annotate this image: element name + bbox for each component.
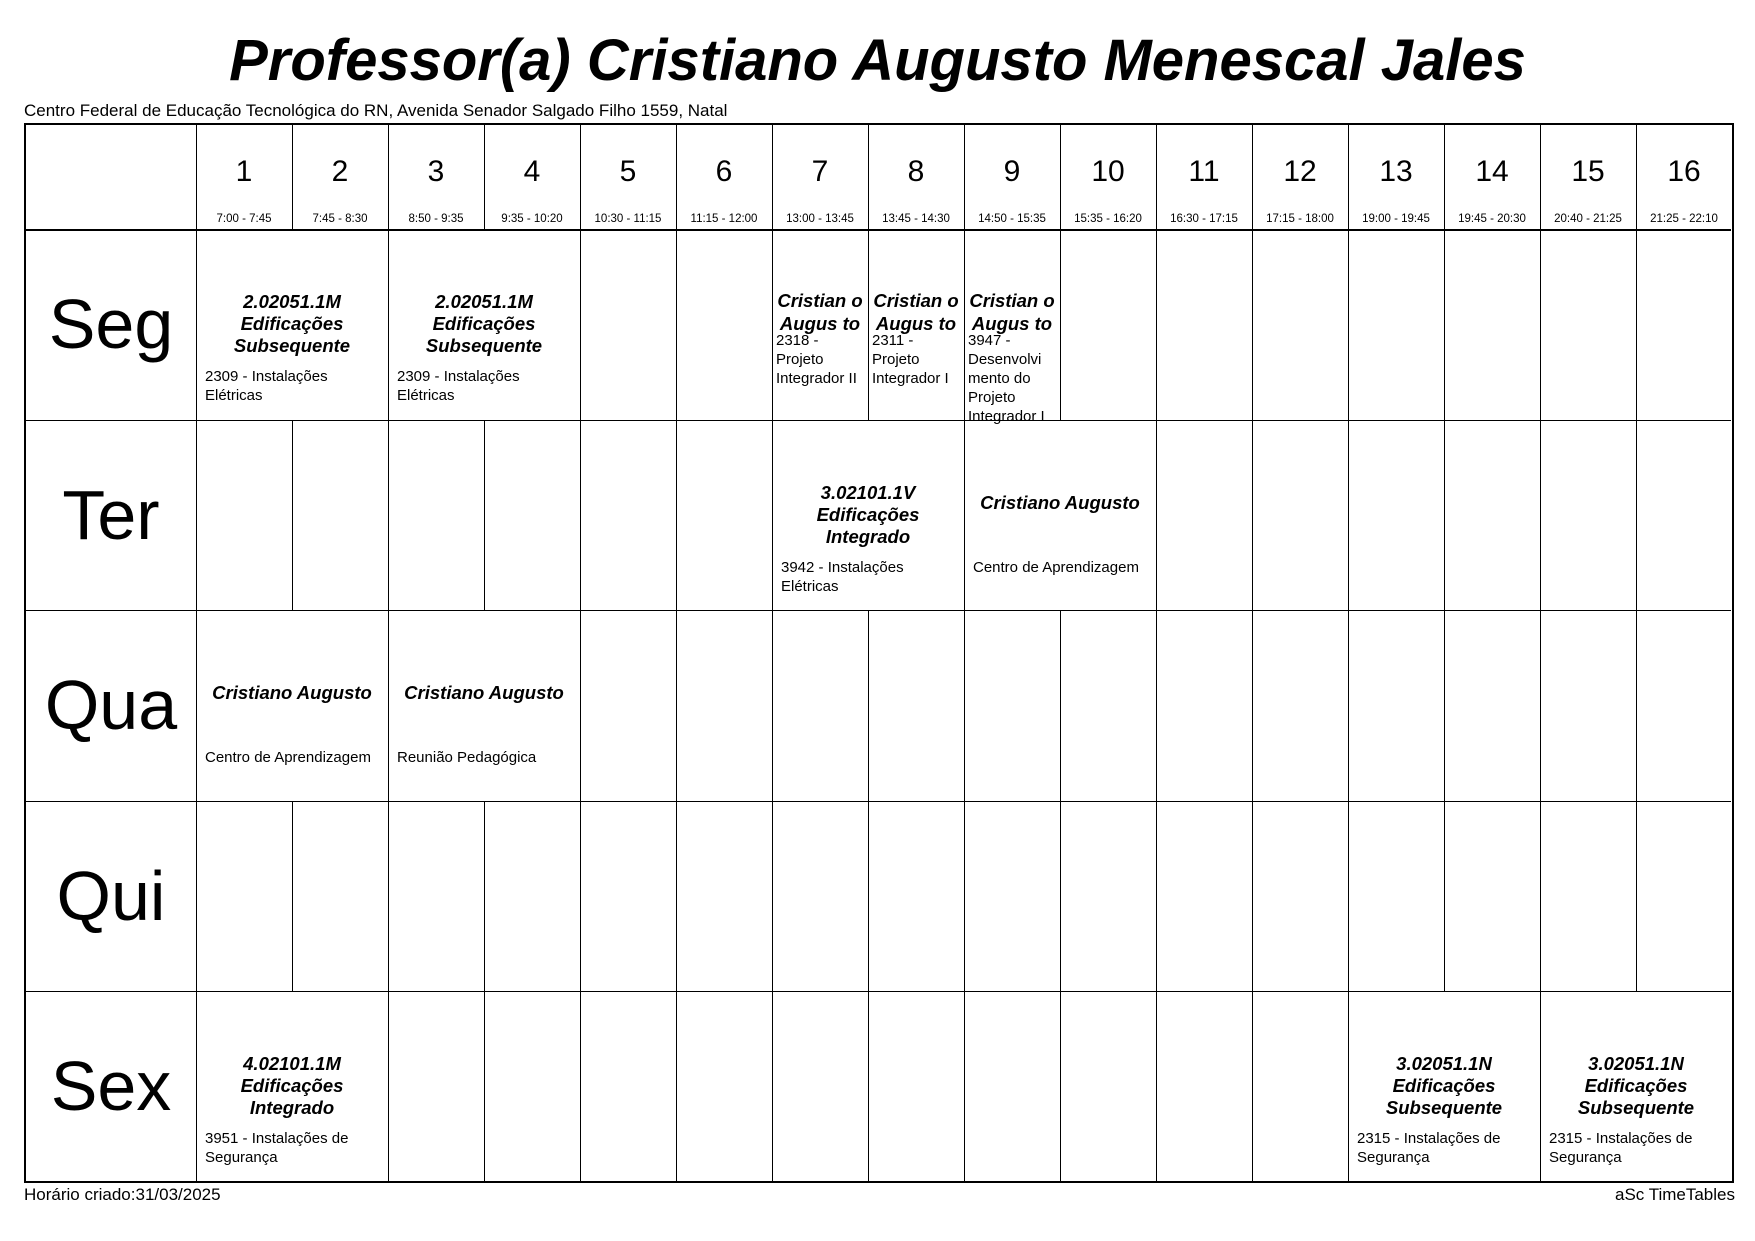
period-number: 7: [811, 155, 829, 188]
column-divider: [772, 801, 773, 992]
column-divider: [1444, 801, 1445, 992]
lesson-title: 3.02051.1N Edificações Subsequente: [1385, 1053, 1503, 1118]
lesson-card: [1540, 991, 1732, 1182]
period-time: 7:00 - 7:45: [216, 213, 272, 225]
period-time: 17:15 - 18:00: [1266, 213, 1334, 225]
column-divider: [580, 125, 581, 229]
column-divider: [1060, 125, 1061, 229]
period-time: 11:15 - 12:00: [690, 213, 758, 225]
lesson-card: [196, 991, 388, 1182]
period-number: 15: [1571, 155, 1605, 188]
lesson-title: Cristiano Augusto: [404, 682, 564, 703]
lesson-card: [868, 229, 964, 420]
column-divider: [1540, 229, 1541, 420]
timetable-grid: [24, 123, 1734, 1183]
period-number: 14: [1475, 155, 1509, 188]
lesson-room: 2311 - Projeto Integrador I: [872, 332, 949, 387]
column-divider: [676, 610, 677, 801]
lesson-room: 3942 - Instalações Elétricas: [781, 558, 904, 595]
column-divider: [1636, 229, 1637, 420]
period-number: 2: [331, 155, 349, 188]
column-divider: [1444, 229, 1445, 420]
lesson-room: Centro de Aprendizagem: [973, 558, 1139, 576]
period-number: 13: [1379, 155, 1413, 188]
column-divider: [1252, 420, 1253, 611]
column-divider: [1156, 229, 1157, 420]
lesson-room: 2315 - Instalações de Segurança: [1549, 1130, 1693, 1166]
day-label: Seg: [48, 285, 174, 364]
column-divider: [292, 801, 293, 992]
lesson-room: 2309 - Instalações Elétricas: [205, 368, 328, 404]
column-divider: [964, 991, 965, 1182]
period-number: 9: [1003, 155, 1021, 188]
column-divider: [868, 125, 869, 229]
column-divider: [1540, 125, 1541, 229]
generator-label: aSc TimeTables: [1615, 1185, 1735, 1204]
lesson-title: Cristian o Augus to: [969, 290, 1055, 334]
lesson-card: [196, 610, 388, 801]
column-divider: [1636, 125, 1637, 229]
lesson-room: Reunião Pedagógica: [397, 749, 537, 766]
lesson-card: [388, 610, 580, 801]
column-divider: [964, 125, 965, 229]
column-divider: [1252, 610, 1253, 801]
lesson-card: [772, 229, 868, 420]
lesson-title: 2.02051.1M Edificações Subsequente: [233, 291, 351, 356]
column-divider: [580, 610, 581, 801]
lesson-card: [964, 229, 1060, 425]
column-divider: [1156, 801, 1157, 992]
column-divider: [1348, 801, 1349, 992]
day-label: Qua: [44, 666, 178, 745]
day-label: Sex: [50, 1047, 172, 1126]
period-number: 16: [1667, 155, 1701, 188]
period-number: 11: [1188, 155, 1220, 188]
lesson-title: Cristiano Augusto: [980, 491, 1140, 513]
lesson-room: 2318 - Projeto Integrador II: [776, 332, 857, 387]
created-date: Horário criado:31/03/2025: [24, 1185, 221, 1204]
lesson-title: Cristian o Augus to: [873, 290, 959, 334]
lesson-room: 2309 - Instalações Elétricas: [397, 368, 520, 404]
column-divider: [1060, 801, 1061, 992]
period-time: 15:35 - 16:20: [1074, 213, 1142, 225]
column-divider: [1636, 801, 1637, 992]
column-divider: [1348, 125, 1349, 229]
column-divider: [484, 125, 485, 229]
column-divider: [772, 991, 773, 1182]
column-divider: [580, 801, 581, 992]
column-divider: [1444, 610, 1445, 801]
column-divider: [676, 229, 677, 420]
lesson-title: Cristiano Augusto: [212, 682, 372, 703]
lesson-title: 3.02101.1V Edificações Integrado: [816, 481, 920, 547]
period-number: 10: [1091, 155, 1125, 188]
period-time: 10:30 - 11:15: [594, 213, 662, 225]
column-divider: [1540, 610, 1541, 801]
column-divider: [1444, 420, 1445, 611]
day-label: Qui: [56, 856, 166, 935]
column-divider: [1540, 801, 1541, 992]
column-divider: [964, 801, 965, 992]
lesson-title: 3.02051.1N Edificações Subsequente: [1577, 1053, 1695, 1118]
day-label: Ter: [62, 475, 160, 554]
period-time: 20:40 - 21:25: [1554, 213, 1622, 225]
column-divider: [292, 125, 293, 229]
period-number: 1: [235, 155, 253, 188]
column-divider: [676, 991, 677, 1182]
column-divider: [292, 420, 293, 611]
column-divider: [1156, 420, 1157, 611]
column-divider: [580, 420, 581, 611]
period-time: 19:45 - 20:30: [1458, 213, 1526, 225]
column-divider: [868, 801, 869, 992]
column-divider: [1540, 420, 1541, 611]
column-divider: [1252, 229, 1253, 420]
period-number: 4: [523, 155, 541, 188]
column-divider: [1060, 610, 1061, 801]
lesson-room: 2315 - Instalações de Segurança: [1357, 1130, 1501, 1166]
column-divider: [484, 801, 485, 992]
column-divider: [1636, 420, 1637, 611]
column-divider: [1060, 991, 1061, 1182]
column-divider: [1348, 610, 1349, 801]
period-time: 13:45 - 14:30: [882, 213, 950, 225]
lesson-title: 4.02101.1M Edificações Integrado: [240, 1053, 344, 1118]
column-divider: [1252, 991, 1253, 1182]
column-divider: [1444, 125, 1445, 229]
period-number: 8: [907, 155, 925, 188]
period-time: 19:00 - 19:45: [1362, 213, 1430, 225]
period-time: 13:00 - 13:45: [786, 213, 854, 225]
column-divider: [388, 420, 389, 611]
lesson-card: [964, 420, 1156, 611]
school-address: Centro Federal de Educação Tecnológica do RN, Avenida Senador Salgado Filho 1559, Natal: [24, 101, 728, 120]
column-divider: [1348, 420, 1349, 611]
period-time: 14:50 - 15:35: [978, 213, 1046, 225]
lesson-title: 2.02051.1M Edificações Subsequente: [425, 291, 543, 356]
column-divider: [1060, 229, 1061, 420]
period-number: 12: [1283, 155, 1317, 188]
column-divider: [484, 420, 485, 611]
row-divider: [26, 801, 1731, 802]
period-time: 16:30 - 17:15: [1170, 213, 1238, 225]
column-divider: [580, 991, 581, 1182]
lesson-card: [1348, 991, 1540, 1182]
column-divider: [580, 229, 581, 420]
period-time: 9:35 - 10:20: [501, 213, 563, 225]
lesson-room: 3951 - Instalações de Segurança: [205, 1130, 349, 1166]
column-divider: [676, 801, 677, 992]
page-title: Professor(a) Cristiano Augusto Menescal Jales: [229, 28, 1526, 93]
column-divider: [868, 991, 869, 1182]
column-divider: [1252, 801, 1253, 992]
period-time: 21:25 - 22:10: [1650, 213, 1718, 225]
column-divider: [1348, 229, 1349, 420]
period-number: 5: [619, 155, 637, 188]
column-divider: [1156, 125, 1157, 229]
column-divider: [1636, 610, 1637, 801]
column-divider: [868, 610, 869, 801]
period-time: 7:45 - 8:30: [312, 213, 368, 225]
column-divider: [388, 801, 389, 992]
column-divider: [676, 125, 677, 229]
period-time: 8:50 - 9:35: [408, 213, 464, 225]
lesson-room: Centro de Aprendizagem: [205, 749, 371, 766]
period-number: 6: [715, 155, 733, 188]
column-divider: [1156, 610, 1157, 801]
column-divider: [1156, 991, 1157, 1182]
column-divider: [1252, 125, 1253, 229]
lesson-card: [388, 229, 580, 420]
lesson-card: [196, 229, 388, 420]
lesson-card: [772, 420, 964, 611]
column-divider: [772, 610, 773, 801]
column-divider: [388, 991, 389, 1182]
column-divider: [484, 991, 485, 1182]
column-divider: [388, 125, 389, 229]
lesson-room: 3947 - Desenvolvi mento do Projeto Integrador I: [968, 332, 1045, 425]
lesson-title: Cristian o Augus to: [777, 290, 863, 334]
period-number: 3: [427, 155, 445, 188]
column-divider: [676, 420, 677, 611]
column-divider: [964, 610, 965, 801]
column-divider: [772, 125, 773, 229]
